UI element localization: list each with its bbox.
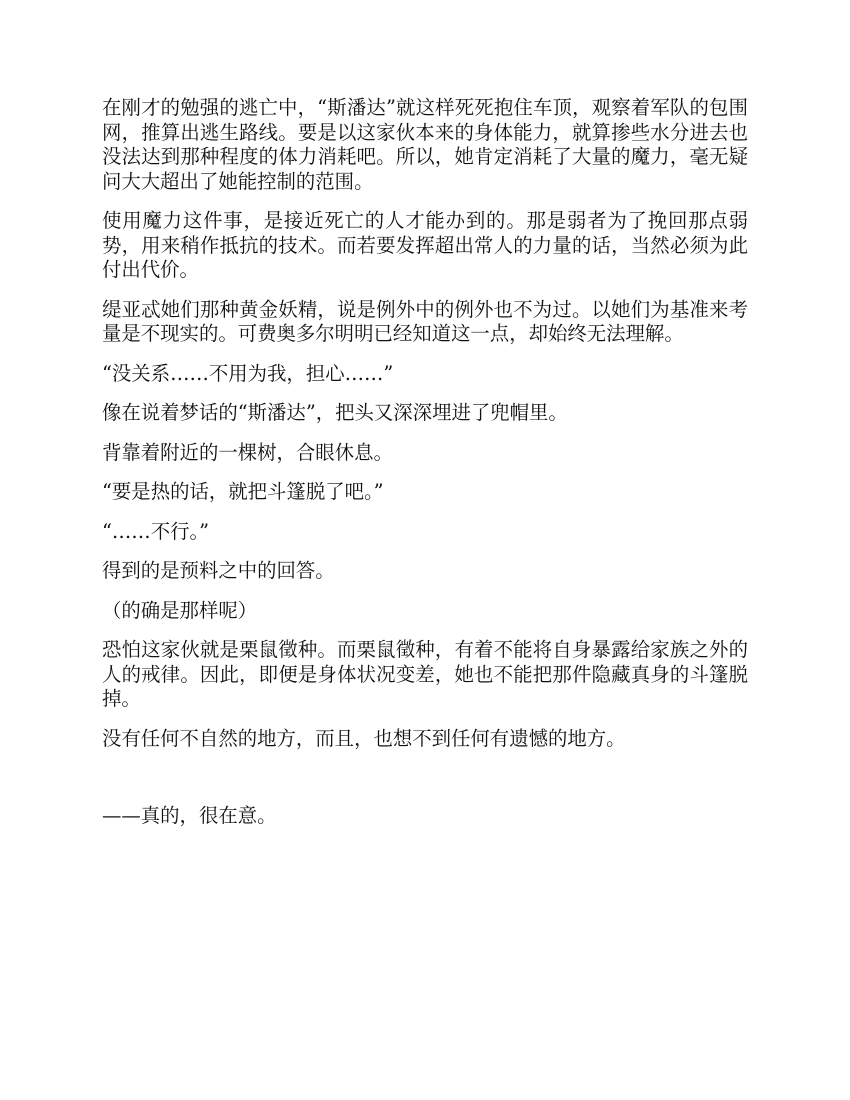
paragraph: 恐怕这家伙就是栗鼠徵种。而栗鼠徵种，有着不能将自身暴露给家族之外的人的戒律。因此，即便是身体状况变差，她也不能把那件隐藏真身的斗篷脱掉。 [102, 638, 748, 710]
paragraph: “……不行。” [102, 519, 210, 543]
paragraph: （的确是那样呢） [102, 598, 258, 622]
paragraph: 没有任何不自然的地方，而且，也想不到任何有遗憾的地方。 [102, 726, 626, 750]
paragraph: 缇亚忒她们那种黄金妖精，说是例外中的例外也不为过。以她们为基准来考量是不现实的。可费奥多尔明明已经知道这一点，却始终无法理解。 [102, 297, 748, 345]
paragraph: 使用魔力这件事，是接近死亡的人才能办到的。那是弱者为了挽回那点弱势，用来稍作抵抗的技术。而若要发挥超出常人的力量的话，当然必须为此付出代价。 [102, 209, 748, 281]
paragraph: 在刚才的勉强的逃亡中，“斯潘达”就这样死死抱住车顶，观察着军队的包围网，推算出逃生路线。要是以这家伙本来的身体能力，就算掺些水分进去也没法达到那种程度的体力消耗吧。所以，她肯定消耗了大量的魔力，毫无疑问大大超出了她能控制的范围。 [102, 96, 748, 193]
closing-line: ——真的，很在意。 [102, 804, 277, 827]
paragraph: “没关系……不用为我，担心……” [102, 361, 394, 385]
paragraph: 像在说着梦话的“斯潘达”，把头又深深埋进了兜帽里。 [102, 401, 568, 424]
document-page [102, 96, 748, 844]
paragraph: “要是热的话，就把斗篷脱了吧。” [102, 480, 384, 503]
paragraph: 得到的是预料之中的回答。 [102, 559, 335, 582]
paragraph: 背靠着附近的一棵树，合眼休息。 [102, 440, 393, 464]
section-break [102, 766, 748, 804]
